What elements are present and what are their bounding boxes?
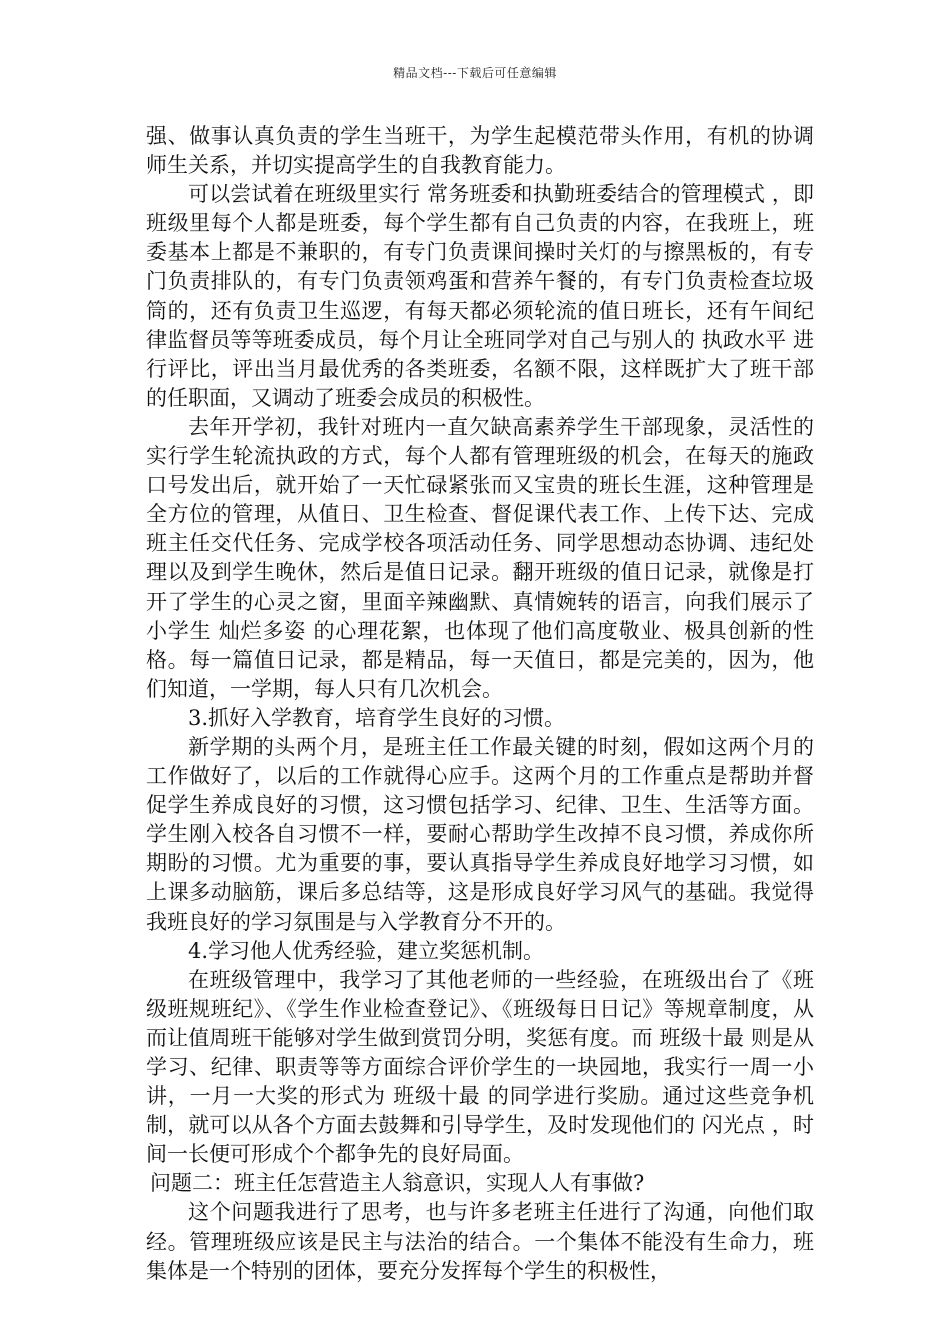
section-heading: 3.抓好入学教育，培育学生良好的习惯。 — [188, 705, 566, 730]
paragraph: 这个问题我进行了思考，也与许多老班主任进行了沟通，向他们取经。管理班级应该是民主与法治的结合。一个集体不能没有生命力，班集体是一个特别的团体，要充分发挥每个学生的积极性， — [146, 1200, 814, 1283]
question-heading: 问题二：班主任怎营造主人翁意识，实现人人有事做? — [150, 1171, 645, 1196]
paragraph: 在班级管理中，我学习了其他老师的一些经验，在班级出台了《班级班规班纪》、《学生作业检查登记》、《班级每日日记》等规章制度，从而让值周班干能够对学生做到赏罚分明，奖惩有度。而 班级十最 则是从学习、纪律、职责等等方面综合评价学生的一块园地，我实行一周一小讲，一月一大奖的形式为 班级十最 的同学进行奖励。通过这些竞争机制，就可以从各个方面去鼓舞和引导学生，及时发现他们的 闪光点 ，时间一长便可形成个个都争先的良好局面。 — [146, 967, 814, 1167]
section-heading: 4.学习他人优秀经验，建立奖惩机制。 — [188, 938, 545, 963]
paragraph: 去年开学初，我针对班内一直欠缺高素养学生干部现象，灵活性的实行学生轮流执政的方式，每个人都有管理班级的机会，在每天的施政口号发出后，就开始了一天忙碌紧张而又宝贵的班长生涯，这种管理是全方位的管理，从值日、卫生检查、督促课代表工作、上传下达、完成班主任交代任务、完成学校各项活动任务、同学思想动态协调、违纪处理以及到学生晚休，然后是值日记录。翻开班级的值日记录，就像是打开了学生的心灵之窗，里面辛辣幽默、真情婉转的语言，向我们展示了小学生 灿烂多姿 的心理花絮，也体现了他们高度敬业、极具创新的性格。每一篇值日记录，都是精品，每一天值日，都是完美的，因为，他们知道，一学期，每人只有几次机会。 — [146, 414, 814, 701]
paragraph: 可以尝试着在班级里实行 常务班委和执勤班委结合的管理模式 ，即班级里每个人都是班委，每个学生都有自己负责的内容，在我班上，班委基本上都是不兼职的，有专门负责课间操时关灯的与擦黑板的，有专门负责排队的，有专门负责领鸡蛋和营养午餐的，有专门负责检查垃圾筒的，还有负责卫生巡逻，有每天都必须轮流的值日班长，还有午间纪律监督员等等班委成员，每个月让全班同学对自己与别人的 执政水平 进行评比，评出当月最优秀的各类班委，名额不限，这样既扩大了班干部的任职面，又调动了班委会成员的积极性。 — [146, 182, 814, 410]
paragraph: 新学期的头两个月，是班主任工作最关键的时刻，假如这两个月的工作做好了，以后的工作就得心应手。这两个月的工作重点是帮助并督促学生养成良好的习惯，这习惯包括学习、纪律、卫生、生活等方面。学生刚入校各自习惯不一样，要耐心帮助学生改掉不良习惯，养成你所期盼的习惯。尤为重要的事，要认真指导学生养成良好地学习习惯，如上课多动脑筋，课后多总结等，这是形成良好学习风气的基础。我觉得我班良好的学习氛围是与入学教育分不开的。 — [146, 734, 814, 934]
document-body — [146, 122, 814, 1286]
page-header: 精品文档---下载后可任意编辑 — [393, 66, 557, 80]
paragraph-continued: 强、做事认真负责的学生当班干，为学生起模范带头作用，有机的协调师生关系，并切实提高学生的自我教育能力。 — [146, 124, 814, 178]
